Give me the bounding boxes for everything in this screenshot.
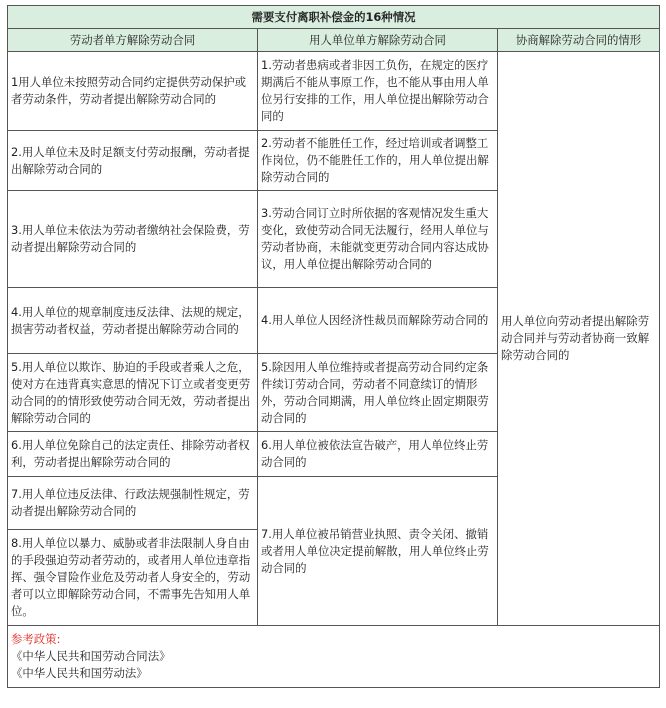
employee-cell-1: 1用人单位未按照劳动合同约定提供劳动保护或者劳动条件，劳动者提出解除劳动合同的 [8, 52, 258, 131]
employee-cell-3: 3.用人单位未依法为劳动者缴纳社会保险费，劳动者提出解除劳动合同的 [8, 191, 258, 288]
employer-cell-5: 5.除因用人单位维持或者提高劳动合同约定条件续订劳动合同，劳动者不同意续订的情形外，劳动合同期满，用人单位终止固定期限劳动合同的 [258, 354, 498, 432]
employer-cell-1: 1.劳动者患病或者非因工负伤，在规定的医疗期满后不能从事原工作，也不能从事由用人单位另行安排的工作，用人单位提出解除劳动合同的 [258, 52, 498, 131]
employee-cell-8: 8.用人单位以暴力、威胁或者非法限制人身自由的手段强迫劳动者劳动的，或者用人单位违章指挥、强令冒险作业危及劳动者人身安全的，劳动者可以立即解除劳动合同，不需事先告知用人单位。 [8, 530, 258, 626]
employer-cell-3: 3.劳动合同订立时所依据的客观情况发生重大变化，致使劳动合同无法履行，经用人单位与劳动者协商，未能就变更劳动合同内容达成协议，用人单位提出解除劳动合同的 [258, 191, 498, 288]
reference-title: 参考政策: [11, 632, 61, 646]
employee-cell-5: 5.用人单位以欺诈、胁迫的手段或者乘人之危，使对方在违背真实意思的情况下订立或者变更劳动合同的的情形致使劳动合同无效，劳动者提出解除劳动合同的 [8, 354, 258, 432]
header-employee: 劳动者单方解除劳动合同 [8, 29, 258, 52]
employer-cell-7: 7.用人单位被吊销营业执照、责令关闭、撤销或者用人单位决定提前解散，用人单位终止劳动合同的 [258, 477, 498, 626]
employee-cell-7: 7.用人单位违反法律、行政法规强制性规定，劳动者提出解除劳动合同的 [8, 477, 258, 530]
employer-cell-4: 4.用人单位人因经济性裁员而解除劳动合同的 [258, 288, 498, 354]
employer-cell-2: 2.劳动者不能胜任工作，经过培训或者调整工作岗位，仍不能胜任工作的，用人单位提出解除劳动合同的 [258, 131, 498, 191]
employer-cell-6: 6.用人单位被依法宣告破产，用人单位终止劳动合同的 [258, 432, 498, 477]
mutual-cell: 用人单位向劳动者提出解除劳动合同并与劳动者协商一致解除劳动合同的 [498, 52, 660, 626]
employee-cell-4: 4.用人单位的规章制度违反法律、法规的规定，损害劳动者权益，劳动者提出解除劳动合同的 [8, 288, 258, 354]
employee-cell-2: 2.用人单位未及时足额支付劳动报酬，劳动者提出解除劳动合同的 [8, 131, 258, 191]
reference-item-2: 《中华人民共和国劳动法》 [11, 666, 148, 680]
compensation-table [7, 5, 660, 688]
reference-item-1: 《中华人民共和国劳动合同法》 [11, 649, 171, 663]
table-title: 需要支付离职补偿金的16种情况 [8, 6, 660, 29]
reference-cell [8, 626, 660, 688]
header-employer: 用人单位单方解除劳动合同 [258, 29, 498, 52]
employee-cell-6: 6.用人单位免除自己的法定责任、排除劳动者权利，劳动者提出解除劳动合同的 [8, 432, 258, 477]
header-mutual: 协商解除劳动合同的情形 [498, 29, 660, 52]
